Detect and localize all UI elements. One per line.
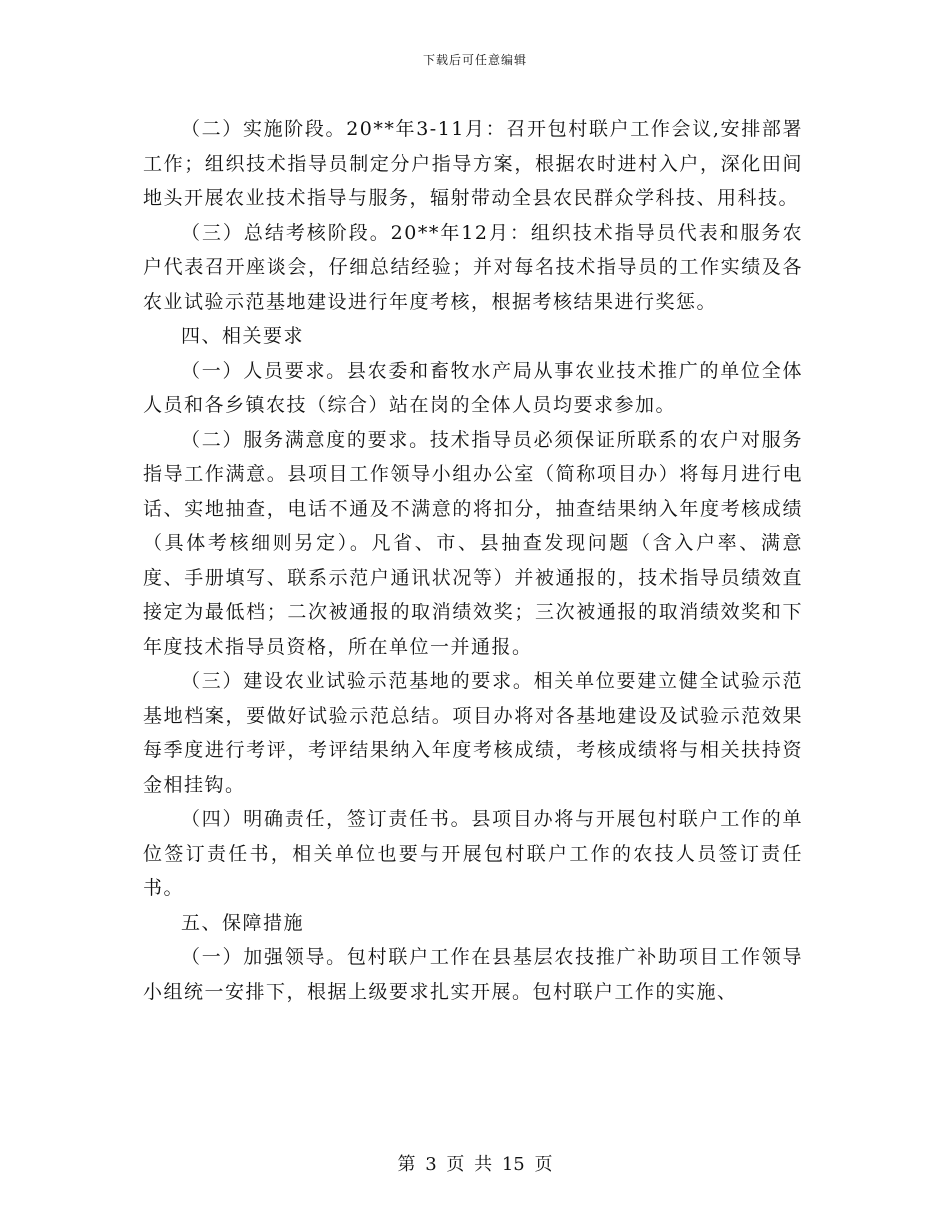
paragraph-demonstration-base-requirements: （三）建设农业试验示范基地的要求。相关单位要建立健全试验示范基地档案，要做好试验示范总结。项目办将对各基地建设及试验示范效果每季度进行考评，考评结果纳入年度考核成绩，考核成绩将与相关扶持资金相挂钩。	[143, 670, 803, 796]
page-header-note: 下载后可任意编辑	[422, 53, 527, 67]
paragraph-satisfaction-requirements: （二）服务满意度的要求。技术指导员必须保证所联系的农户对服务指导工作满意。县项目工作领导小组办公室（简称项目办）将每月进行电话、实地抽查，电话不通及不满意的将扣分，抽查结果纳入年度考核成绩（具体考核细则另定）。凡省、市、县抽查发现问题（含入户率、满意度、手册填写、联系示范户通讯状况等）并被通报的，技术指导员绩效直接定为最低档；二次被通报的取消绩效奖；三次被通报的取消绩效奖和下年度技术指导员资格，所在单位一并通报。	[143, 428, 803, 658]
page-number: 第 3 页 共 15 页	[397, 1154, 553, 1175]
section-heading-safeguards: 五、保障措施	[181, 911, 305, 934]
section-heading-requirements: 四、相关要求	[181, 325, 305, 347]
paragraph-personnel-requirements: （一）人员要求。县农委和畜牧水产局从事农业技术推广的单位全体人员和各乡镇农技（综合）站在岗的全体人员均要求参加。	[143, 359, 803, 416]
paragraph-implementation-stage: （二）实施阶段。20**年3-11月：召开包村联户工作会议,安排部署工作；组织技术指导员制定分户指导方案，根据农时进村入户，深化田间地头开展农业技术指导与服务，辐射带动全县农民群众学科技、用科技。	[143, 118, 803, 209]
paragraph-responsibility: （四）明确责任，签订责任书。县项目办将与开展包村联户工作的单位签订责任书，相关单位也要与开展包村联户工作的农技人员签订责任书。	[143, 808, 803, 899]
paragraph-leadership: （一）加强领导。包村联户工作在县基层农技推广补助项目工作领导小组统一安排下，根据上级要求扎实开展。包村联户工作的实施、	[143, 946, 803, 1003]
document-body	[143, 112, 803, 1009]
paragraph-summary-stage: （三）总结考核阶段。20**年12月：组织技术指导员代表和服务农户代表召开座谈会，仔细总结经验；并对每名技术指导员的工作实绩及各农业试验示范基地建设进行年度考核，根据考核结果进行奖惩。	[143, 221, 803, 313]
